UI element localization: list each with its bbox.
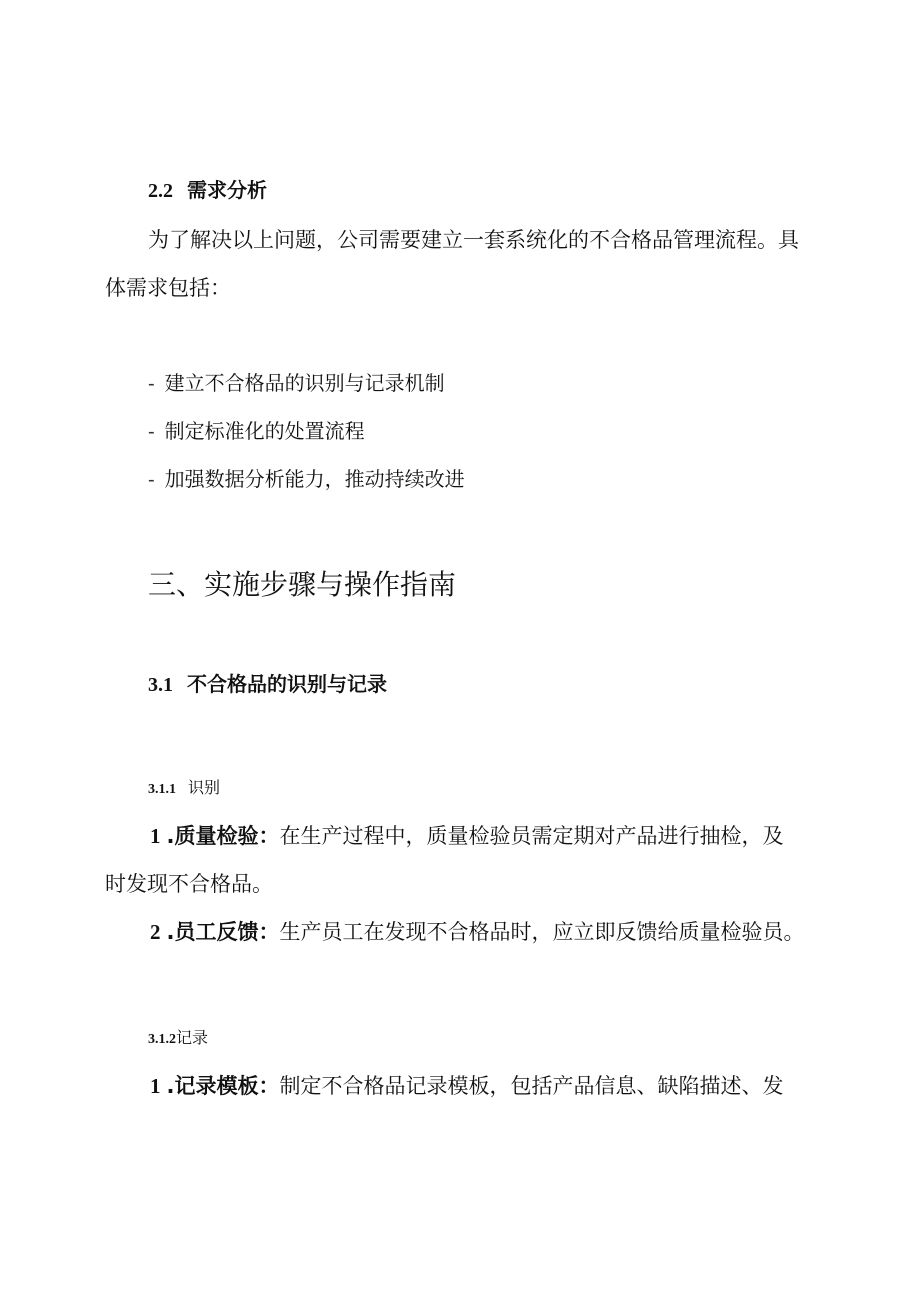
chapter-heading: 三、实施步骤与操作指南 (148, 568, 457, 601)
item-text: 在生产过程中，质量检验员需定期对产品进行抽检，及 (279, 824, 784, 848)
section-number: 2.2 (148, 180, 173, 202)
section-3-1-1-heading (148, 778, 920, 800)
bullet-dash: - (148, 421, 155, 443)
section-title: 需求分析 (187, 178, 267, 202)
list-item (148, 418, 920, 445)
section-title: 不合格品的识别与记录 (187, 672, 387, 696)
section-3-1-2-heading (148, 1028, 920, 1050)
item-label: .员工反馈： (166, 920, 280, 944)
item-number: 1 (150, 824, 161, 848)
numbered-item (150, 919, 920, 945)
item-label: .质量检验： (166, 824, 280, 848)
list-item-text: 加强数据分析能力，推动持续改进 (164, 467, 465, 491)
bullet-dash: - (148, 469, 155, 491)
list-item (148, 370, 920, 397)
section-2-2-heading (148, 178, 920, 203)
section-title: 识别 (188, 778, 221, 797)
numbered-item (150, 1073, 920, 1099)
section-number: 3.1.1 (148, 782, 176, 797)
list-item-text: 制定标准化的处置流程 (164, 419, 365, 443)
item-text: 制定不合格品记录模板，包括产品信息、缺陷描述、发 (279, 1074, 784, 1098)
section-3-1-heading (148, 672, 920, 697)
paragraph-line: 为了解决以上问题，公司需要建立一套系统化的不合格品管理流程。具 (148, 228, 799, 252)
list-item-text: 建立不合格品的识别与记录机制 (164, 371, 445, 395)
item-text-continuation: 时发现不合格品。 (105, 872, 273, 896)
numbered-item (150, 823, 920, 849)
item-number: 1 (150, 1074, 161, 1098)
section-number: 3.1 (148, 674, 173, 696)
item-label: .记录模板： (166, 1074, 280, 1098)
item-number: 2 (150, 920, 161, 944)
paragraph-line: 体需求包括： (105, 276, 231, 300)
item-text: 生产员工在发现不合格品时，应立即反馈给质量检验员。 (279, 920, 805, 944)
section-title: 记录 (176, 1028, 209, 1047)
bullet-dash: - (148, 373, 155, 395)
section-number: 3.1.2 (148, 1032, 176, 1047)
list-item (148, 466, 920, 493)
